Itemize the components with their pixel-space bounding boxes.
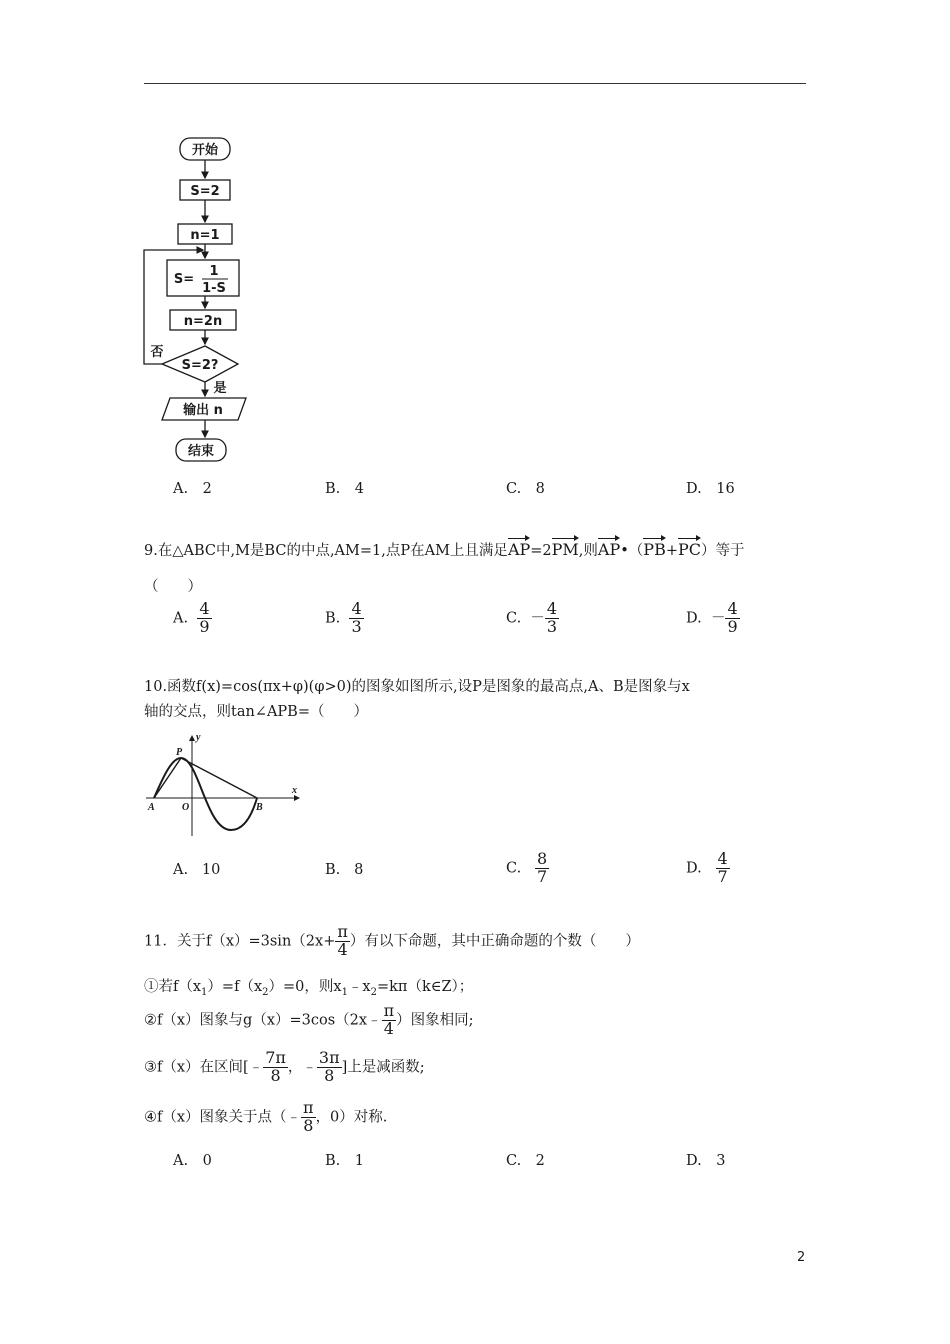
graph-label-b: B [256, 802, 263, 813]
q8-option-c[interactable]: C. 8 [506, 481, 545, 497]
p2-a: ②f（x）图象与g（x）=3cos（2x﹣ [144, 1012, 382, 1029]
p3-den2: 8 [324, 1065, 335, 1085]
q11-option-a[interactable]: A. 0 [173, 1153, 212, 1169]
p2-num: π [383, 1001, 395, 1020]
fc-start-label: 开始 [191, 143, 219, 158]
q11-option-c[interactable]: C. 2 [506, 1153, 545, 1169]
q9-b-frac [349, 601, 363, 636]
q9-option-c[interactable] [506, 601, 559, 636]
fc-s-assign-num: 1 [209, 264, 219, 279]
header-rule [144, 83, 806, 84]
q10-option-c[interactable] [506, 851, 549, 886]
p3-frac1 [263, 1050, 288, 1085]
q9-b-label: B. [325, 610, 341, 627]
fc-s-assign-den: 1-S [202, 281, 226, 296]
segment-pa [154, 758, 181, 798]
vec-ap: AP [508, 536, 530, 559]
p3-mid: ，﹣ [287, 1059, 317, 1076]
q10-option-b[interactable] [325, 862, 363, 878]
q9-c-den: 3 [546, 616, 558, 636]
q10-a-value: 10 [201, 862, 221, 878]
p3-den1: 8 [270, 1065, 281, 1085]
vec-pb: PB [643, 536, 666, 559]
q10-c-label: C. [506, 860, 522, 877]
q9-d-num: 4 [727, 599, 738, 618]
q9-a-num: 4 [199, 599, 210, 618]
p1-c: ）=0，则x [268, 979, 342, 995]
p3-num2: 3π [318, 1048, 340, 1067]
q9-c-frac [545, 601, 559, 636]
q9-c-sign: － [530, 610, 545, 627]
q10-line2: 轴的交点，则tan∠APB=（ ） [144, 704, 368, 720]
flowchart [140, 130, 260, 470]
q10-d-label: D. [686, 860, 702, 877]
p1-sub2: 2 [262, 986, 269, 998]
q11-option-b[interactable]: B. 1 [325, 1153, 364, 1169]
q11-option-d[interactable]: D. 3 [686, 1153, 726, 1169]
p1-a: ①若f（x [144, 979, 202, 995]
q11-stem [144, 924, 640, 959]
p1-sub1: 1 [201, 986, 208, 998]
q10-b-value: 8 [354, 862, 364, 878]
fc-output: 输出 n [183, 403, 223, 418]
q11-proposition-1 [144, 975, 473, 998]
q10-c-num: 8 [537, 849, 548, 868]
q11-stem-frac [335, 924, 350, 959]
fc-yes-label: 是 [213, 381, 227, 396]
graph-label-y: y [196, 732, 201, 743]
p4-num: π [303, 1098, 314, 1117]
p4-b: ，0）对称. [315, 1109, 388, 1126]
fc-n-update: n=2n [183, 314, 223, 329]
q9-stem-a: 9.在△ABC中,M是BC的中点,AM=1,点P在AM上且满足 [144, 543, 508, 559]
q10-d-num: 4 [717, 849, 728, 868]
q9-d-den: 9 [727, 616, 738, 636]
q9-stem [144, 536, 745, 560]
p4-den: 8 [303, 1115, 314, 1135]
q10-option-d[interactable] [686, 851, 730, 886]
q9-option-d[interactable] [686, 601, 740, 636]
q9-c-label: C. [506, 610, 522, 627]
p2-b: ）图象相同; [396, 1012, 474, 1029]
graph-label-x: x [292, 785, 297, 796]
q11-stem-a: 11．关于f（x）=3sin（2x+ [144, 933, 336, 950]
p4-a: ④f（x）图象关于点（﹣ [144, 1109, 302, 1126]
p1-b: ）=f（x [207, 979, 263, 995]
q9-b-num: 4 [351, 599, 362, 618]
p1-e: =kπ（k∈Z）； [377, 979, 474, 995]
q9-a-den: 9 [199, 616, 210, 636]
graph-label-p: P [176, 747, 183, 758]
q11-proposition-4 [144, 1100, 387, 1135]
q8-option-b[interactable]: B. 4 [325, 481, 364, 497]
p3-num1: 7π [265, 1048, 286, 1067]
vec-pc: PC [678, 536, 701, 559]
p3-a: ③f（x）在区间[﹣ [144, 1059, 264, 1076]
q9-d-frac [725, 601, 739, 636]
q9-d-sign: － [710, 610, 726, 627]
p3-b: ]上是减函数; [341, 1059, 425, 1076]
fc-condition: S=2? [181, 358, 219, 373]
fc-no-label: 否 [150, 345, 164, 360]
q10-c-den: 7 [537, 866, 548, 886]
graph-label-a: A [148, 802, 155, 813]
p4-frac [301, 1100, 316, 1135]
q11-stem-b: ）有以下命题，其中正确命题的个数（ ） [349, 933, 640, 950]
fc-s-assign-left: S= [173, 272, 195, 287]
p1-sub3: 1 [341, 986, 348, 998]
q11-stem-den: 4 [337, 939, 348, 959]
p2-frac [382, 1003, 397, 1038]
q9-eq: =2 [530, 543, 552, 559]
vec-ap-2: AP [598, 536, 620, 559]
q9-stem-b: ,则 [578, 543, 598, 559]
q9-stem-c: ）等于 [701, 543, 745, 559]
fc-end-label: 结束 [187, 444, 215, 459]
q9-d-label: D. [686, 610, 702, 627]
graph-label-o: O [182, 802, 190, 813]
q9-paren: （ ） [144, 579, 202, 595]
q9-dot: •（ [620, 543, 644, 559]
q9-a-label: A. [173, 610, 189, 627]
fc-s-init: S=2 [190, 184, 220, 199]
q10-a-label: A. [173, 862, 189, 878]
q10-c-frac [535, 851, 549, 886]
q10-d-den: 7 [717, 866, 728, 886]
q8-option-d[interactable]: D. 16 [686, 481, 735, 497]
vec-pm: PM [552, 536, 579, 559]
p1-d: ﹣x [347, 979, 371, 995]
cosine-curve [154, 758, 257, 830]
q9-option-b[interactable] [325, 601, 364, 636]
q9-option-a[interactable] [173, 601, 212, 636]
q9-a-frac [197, 601, 211, 636]
q9-b-den: 3 [351, 616, 362, 636]
page-number: 2 [797, 1250, 806, 1265]
q8-option-a[interactable]: A. 2 [173, 481, 212, 497]
p3-frac2 [317, 1050, 342, 1085]
q9-plus: + [665, 543, 678, 559]
q10-line1: 10.函数f(x)=cos(πx+φ)(φ>0)的图象如图所示,设P是图象的最高点,A、B是图象与x [144, 679, 690, 695]
q10-b-label: B. [325, 862, 341, 878]
q10-option-a[interactable] [173, 862, 220, 878]
fc-n-init: n=1 [190, 228, 220, 243]
q11-proposition-3 [144, 1050, 425, 1085]
p1-sub4: 2 [370, 986, 377, 998]
p2-den: 4 [383, 1018, 394, 1038]
q10-d-frac [716, 851, 730, 886]
q11-proposition-2 [144, 1003, 473, 1038]
q9-c-num: 4 [546, 599, 558, 618]
q11-stem-num: π [337, 922, 348, 941]
cosine-graph [144, 730, 304, 840]
